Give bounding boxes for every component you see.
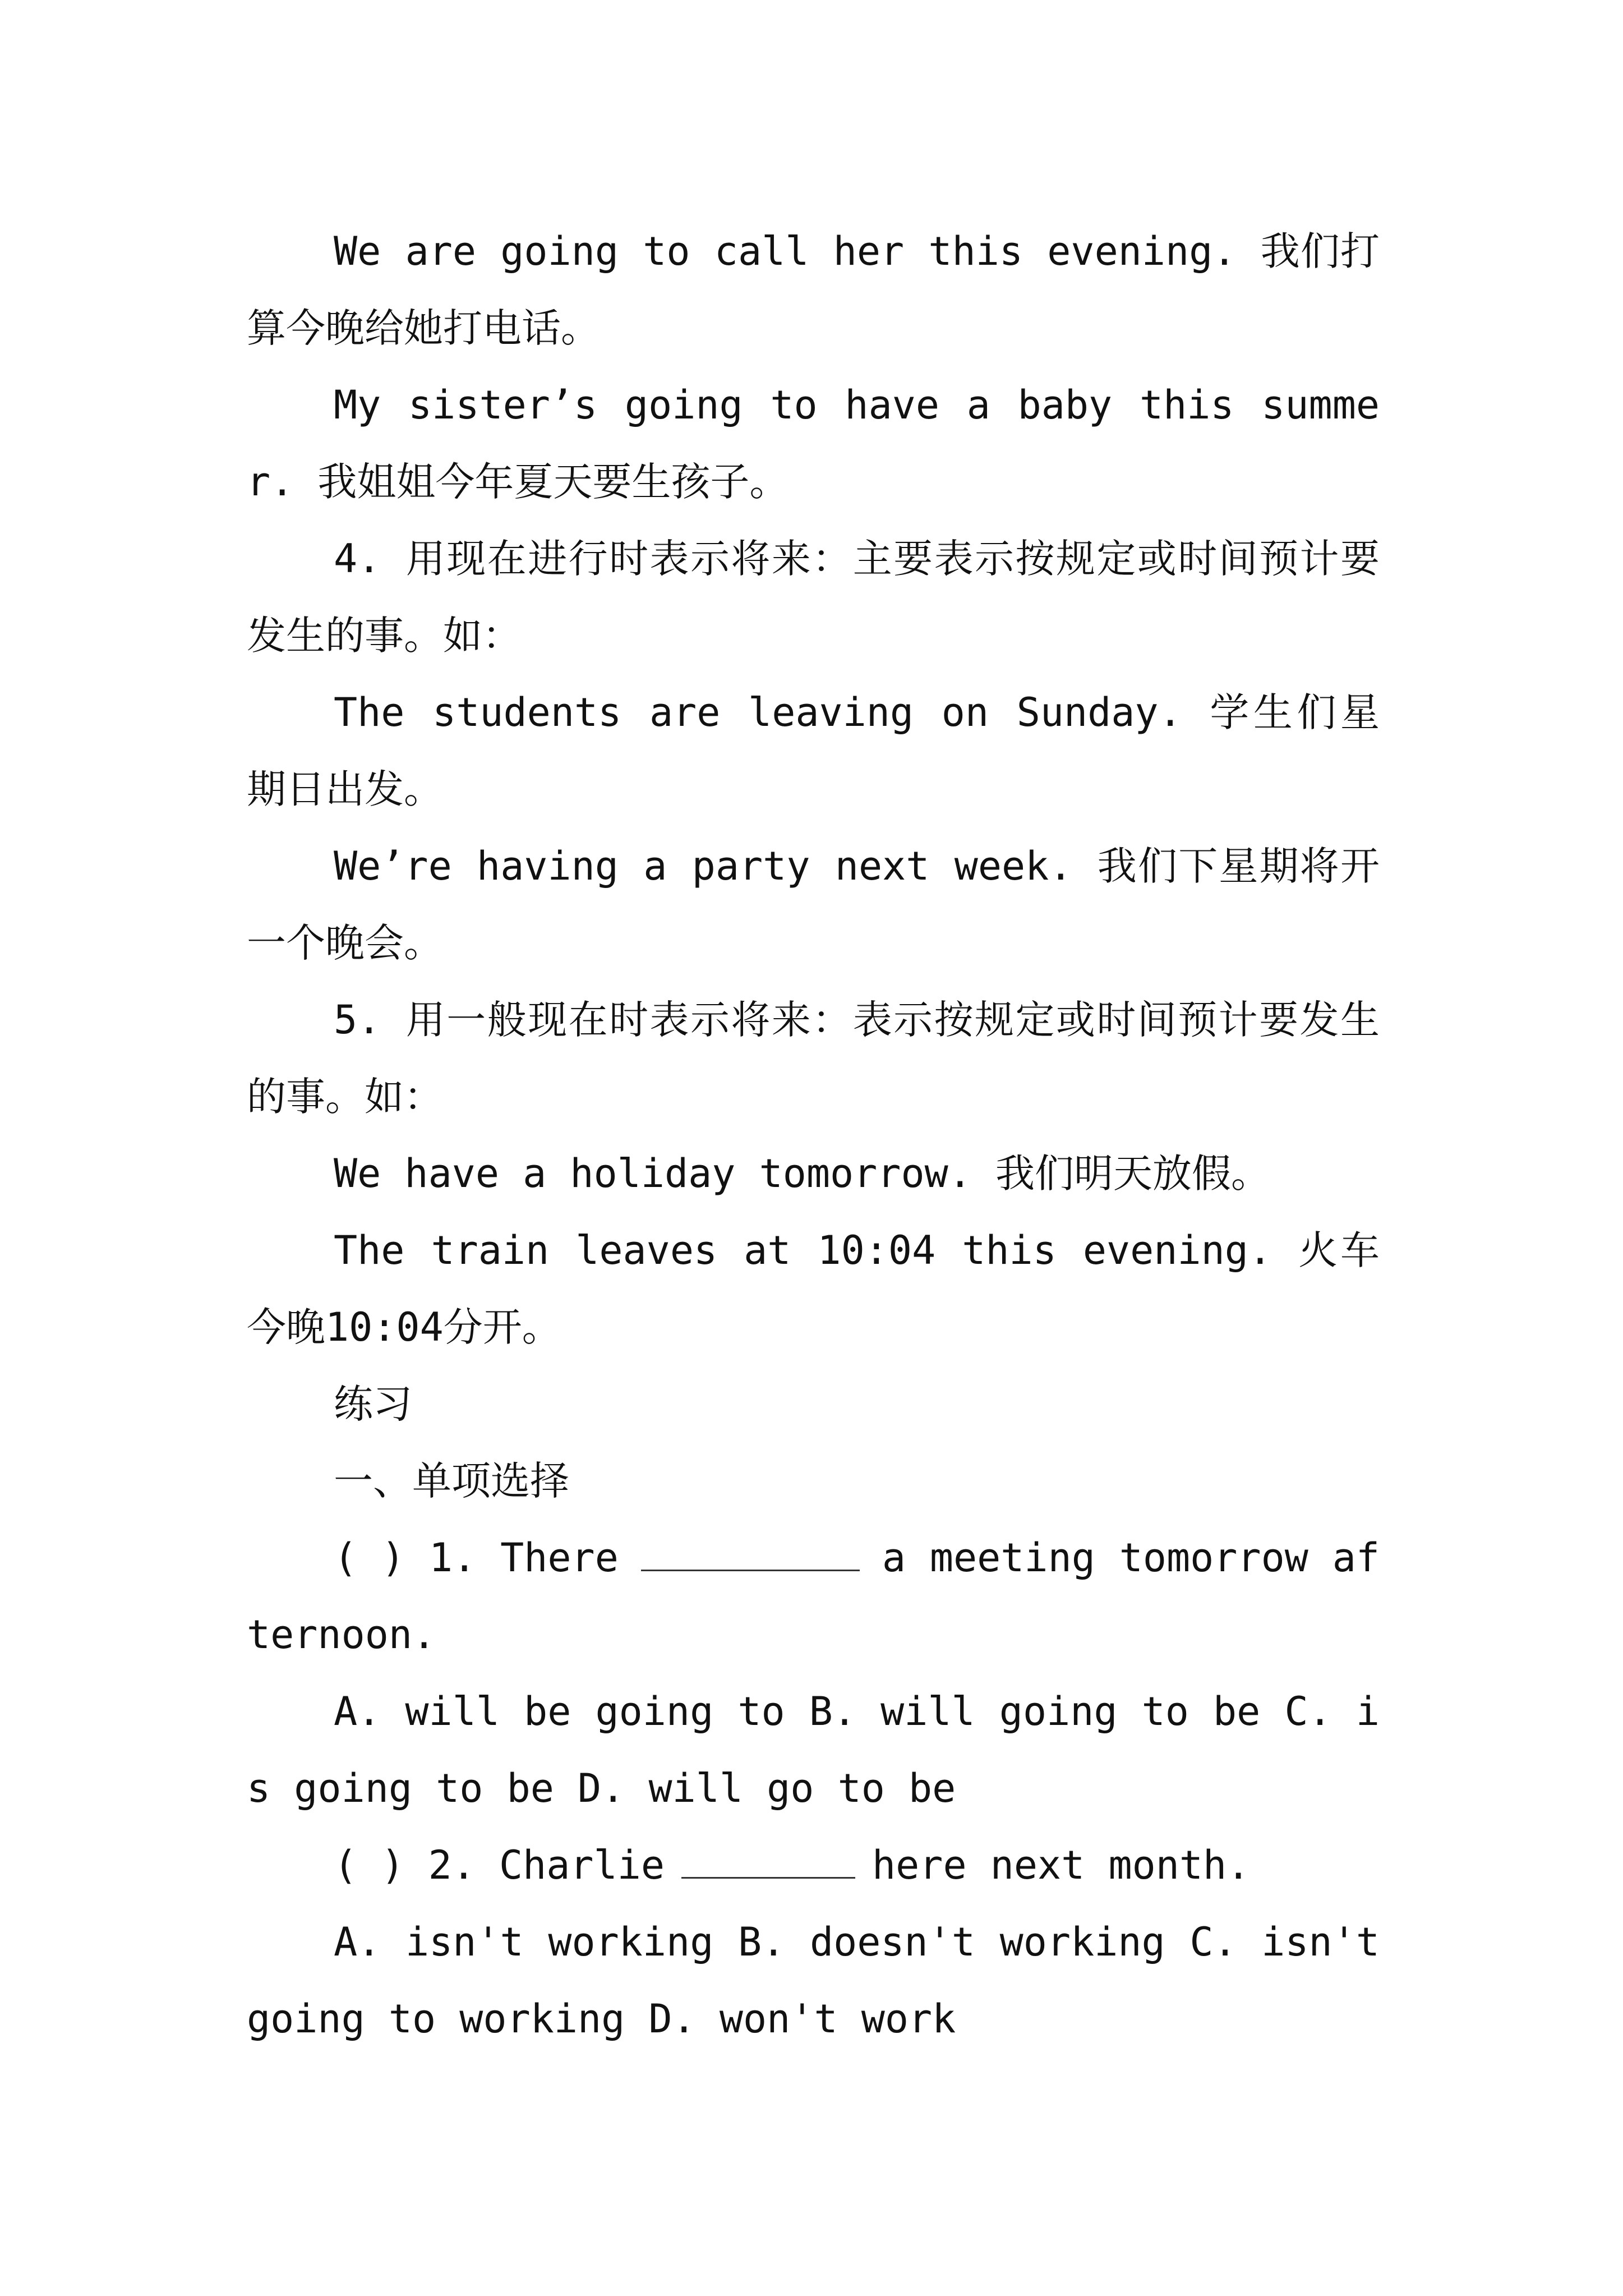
- question-2-options: A. isn't working B. doesn't working C. isn't going to working D. won't work: [247, 1919, 1380, 2042]
- section-heading-multiple-choice: 一、单项选择: [334, 1458, 569, 1504]
- question-2-blank: [681, 1840, 855, 1879]
- document-body: [247, 213, 1380, 2058]
- example-sentence-sister-baby: My sister’s going to have a baby this summer. 我姐姐今年夏天要生孩子。: [247, 382, 1380, 505]
- example-sentence-holiday: We have a holiday tomorrow. 我们明天放假。: [334, 1151, 1271, 1197]
- question-1-options: A. will be going to B. will going to be C. is going to be D. will go to be: [247, 1688, 1380, 1811]
- question-2: [247, 1827, 1380, 1904]
- example-sentence-students-leaving: The students are leaving on Sunday. 学生们星期日出发。: [247, 689, 1380, 812]
- rule-5-simple-present: 5. 用一般现在时表示将来：表示按规定或时间预计要发生的事。如：: [247, 997, 1380, 1120]
- example-sentence-train: The train leaves at 10:04 this evening. 火车今晚10:04分开。: [247, 1227, 1380, 1350]
- question-2-stem: ( ) 2. Charlie: [334, 1842, 665, 1888]
- rule-4-present-progressive: 4. 用现在进行时表示将来：主要表示按规定或时间预计要发生的事。如：: [247, 536, 1380, 659]
- question-1-stem: ( ) 1. There: [334, 1535, 619, 1581]
- question-1-blank: [641, 1533, 860, 1571]
- section-heading-practice: 练习: [334, 1381, 412, 1427]
- question-2-stem-end: here next month.: [872, 1842, 1251, 1888]
- question-1-stem-end: a meeting tomorrow afternoon.: [247, 1535, 1380, 1658]
- example-sentence-call-her: We are going to call her this evening. 我们打算今晚给她打电话。: [247, 228, 1380, 351]
- example-sentence-party: We’re having a party next week. 我们下星期将开一个晚会。: [247, 843, 1380, 966]
- question-1: [247, 1520, 1380, 1673]
